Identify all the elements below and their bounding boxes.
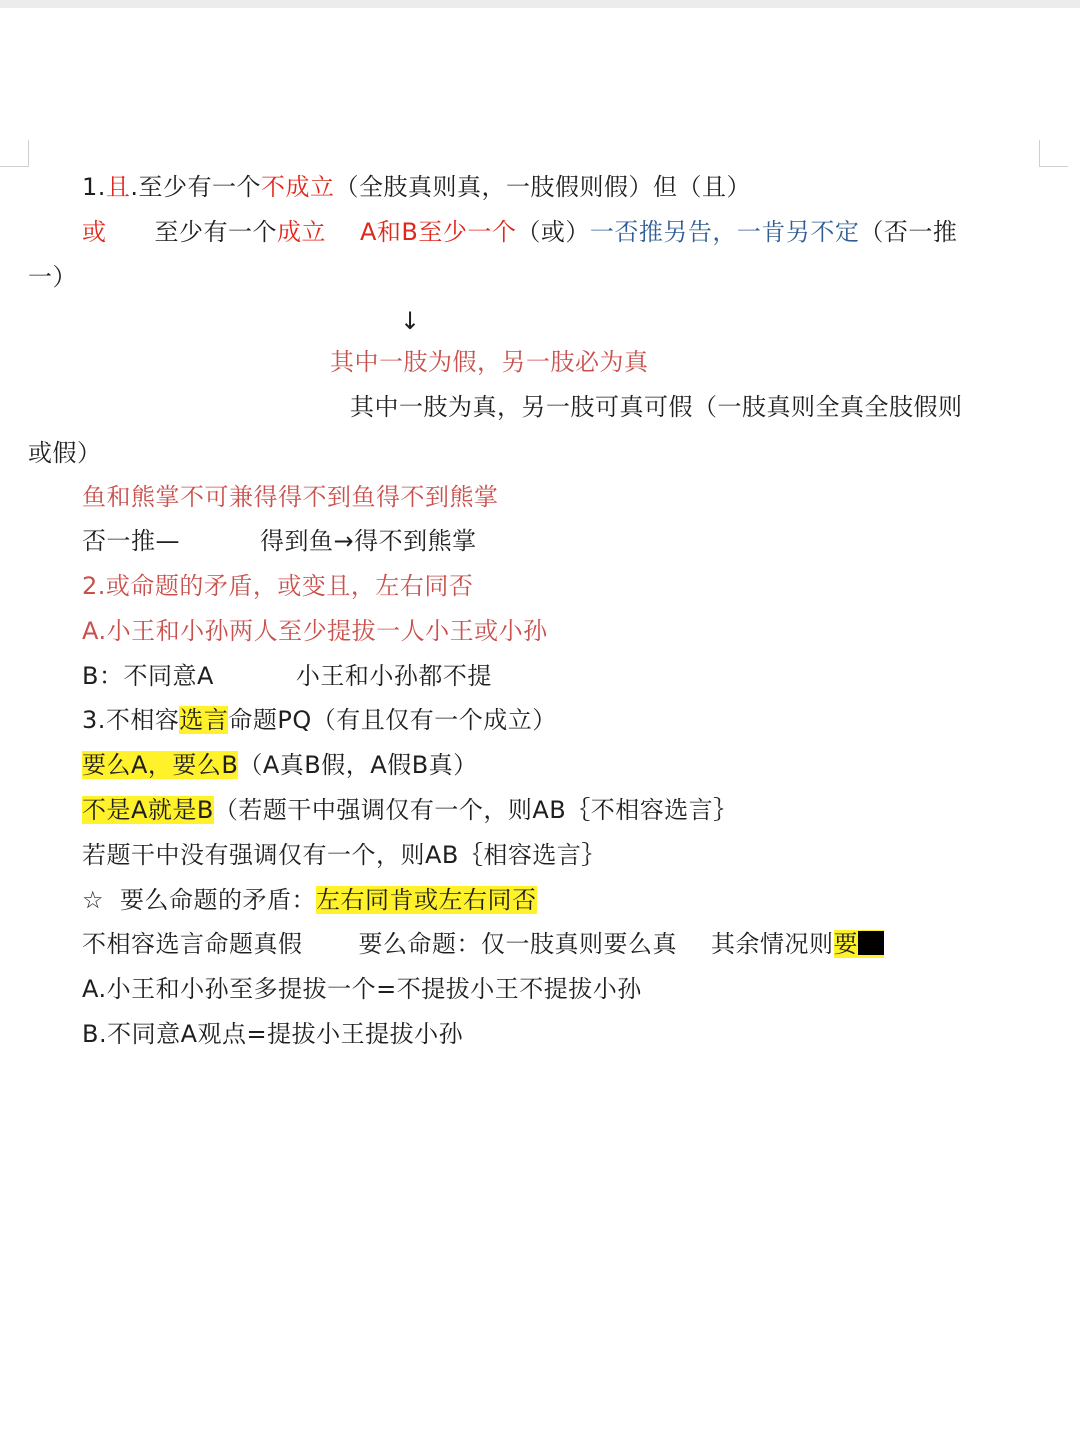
text-cursor-block xyxy=(858,931,884,955)
line-2-tail: （否一推 xyxy=(859,218,958,246)
line-9-b: 得到鱼→得不到熊掌 xyxy=(260,527,477,555)
line-6: 其中一肢为真，另一肢可真可假（一肢真则全真全肢假则 xyxy=(350,393,963,421)
line-9-a: 否一推— xyxy=(82,527,180,555)
line-18-a: 不相容选言命题真假 xyxy=(82,930,303,958)
line-2-rule: 一否推另告，一肯另不定 xyxy=(589,218,860,246)
line-12-b: 小王和小孙都不提 xyxy=(295,662,492,690)
line-1-at-least: .至少有一个 xyxy=(130,173,262,201)
line-12-a: B：不同意A xyxy=(82,662,214,690)
line-1 xyxy=(82,170,751,204)
line-18-highlight xyxy=(834,930,885,958)
star-icon: ☆ xyxy=(82,886,105,914)
line-2-hold: 成立 xyxy=(277,218,326,246)
top-strip xyxy=(0,0,1080,8)
line-13-c: 命题PQ（有且仅有一个成立） xyxy=(228,706,557,734)
line-2-paren-or: （或） xyxy=(516,218,590,246)
line-14-highlight: 要么A，要么B xyxy=(82,751,239,779)
line-18 xyxy=(82,927,884,961)
page-corner-mark-right xyxy=(1039,140,1068,167)
line-16: 若题干中没有强调仅有一个，则AB｛相容选言｝ xyxy=(82,841,606,869)
line-20: B.不同意A观点=提拔小王提拔小孙 xyxy=(82,1020,464,1048)
line-14 xyxy=(82,748,478,782)
line-13-highlight: 选言 xyxy=(179,706,229,734)
line-2 xyxy=(82,215,957,249)
line-1-not-hold: 不成立 xyxy=(261,173,335,201)
line-11: A.小王和小孙两人至少提拔一人小王或小孙 xyxy=(82,617,548,645)
line-10: 2.或命题的矛盾，或变且，左右同否 xyxy=(82,572,474,600)
line-17-a: 要么命题的矛盾： xyxy=(120,886,317,914)
line-17 xyxy=(82,883,537,917)
line-1-and: 且 xyxy=(105,173,131,201)
line-15-highlight: 不是A就是B xyxy=(82,796,214,824)
line-13 xyxy=(82,703,557,737)
line-19: A.小王和小孙至多提拔一个=不提拔小王不提拔小孙 xyxy=(82,975,642,1003)
page-corner-mark-left xyxy=(0,140,29,167)
line-17-highlight: 左右同肯或左右同否 xyxy=(316,886,537,914)
line-18-d: 要 xyxy=(833,930,858,958)
line-2-a-and-b: A和B至少一个 xyxy=(360,218,517,246)
line-9 xyxy=(82,524,477,558)
line-8: 鱼和熊掌不可兼得得不到鱼得不到熊掌 xyxy=(82,483,499,511)
line-12 xyxy=(82,659,492,693)
line-18-c: 其余情况则 xyxy=(711,930,834,958)
line-7: 或假） xyxy=(28,439,102,467)
line-2-at-least: 至少有一个 xyxy=(154,218,277,246)
line-15-b: （若题干中强调仅有一个，则AB｛不相容选言｝ xyxy=(213,796,738,824)
line-14-b: （A真B假，A假B真） xyxy=(238,751,478,779)
line-1-number: 1. xyxy=(82,173,106,201)
line-18-b: 要么命题：仅一肢真则要么真 xyxy=(358,930,677,958)
line-3: 一） xyxy=(28,263,77,291)
line-2-or: 或 xyxy=(82,218,107,246)
line-5: 其中一肢为假，另一肢必为真 xyxy=(330,348,649,376)
line-13-a: 3.不相容 xyxy=(82,706,180,734)
line-1-rule: （全肢真则真，一肢假则假）但（且） xyxy=(334,173,752,201)
line-15 xyxy=(82,793,738,827)
down-arrow: ↓ xyxy=(400,307,421,335)
